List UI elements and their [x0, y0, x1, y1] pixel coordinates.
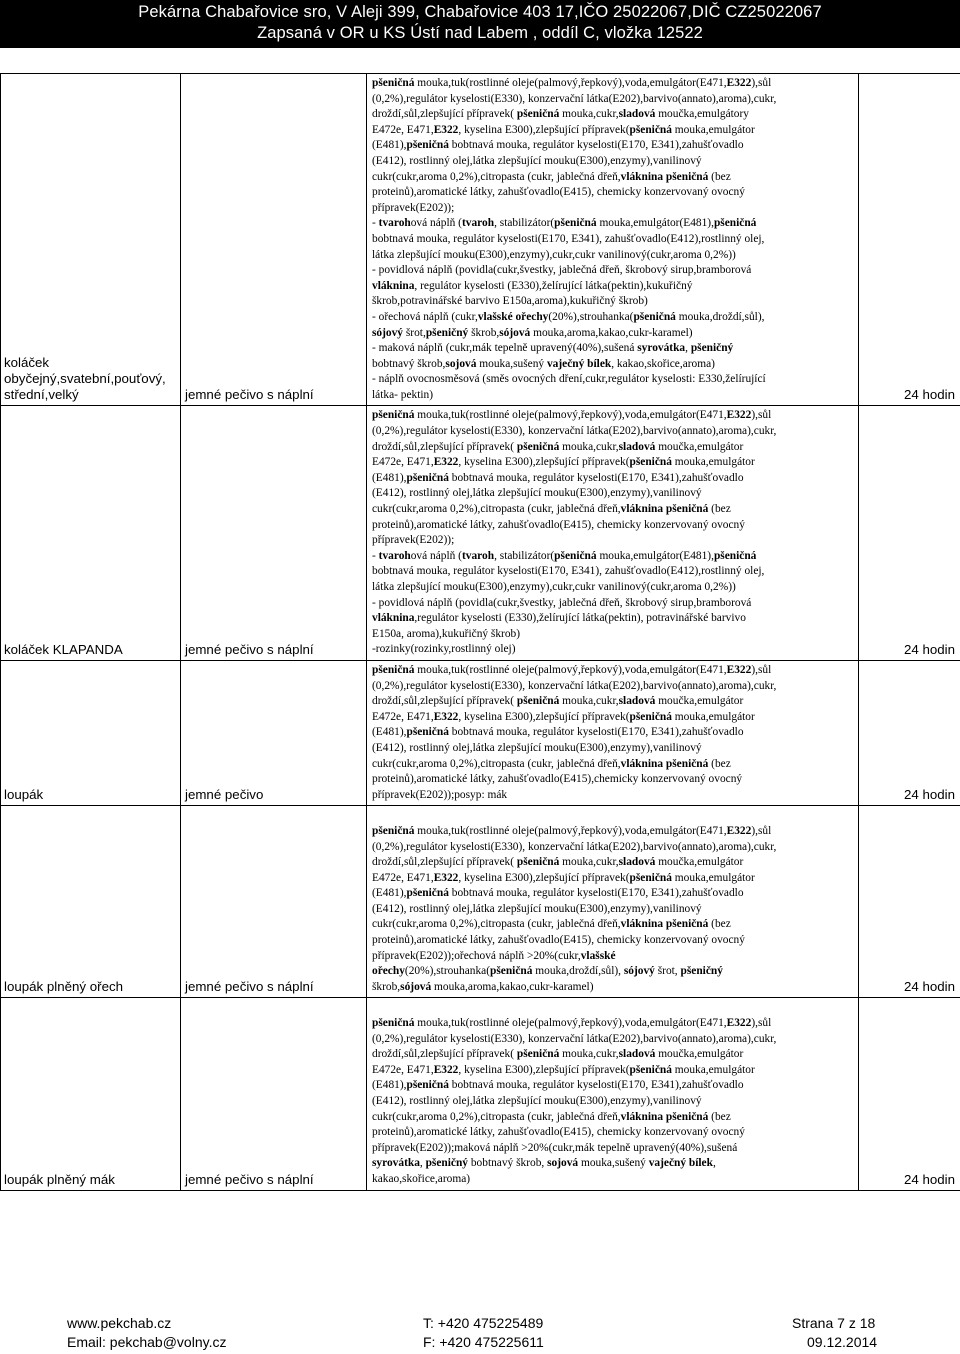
company-header-line1: Pekárna Chabařovice sro, V Aleji 399, Chabařovice 403 17,IČO 25022067,DIČ CZ25022067: [138, 3, 822, 21]
composition-line: vláknina,regulátor kyselosti (E330),želírující látka(pektin), potravinářské barvivo: [372, 612, 746, 625]
company-header: [0, 0, 960, 48]
footer-email: Email: pekchab@volny.cz: [67, 1334, 227, 1350]
product-name: loupák plněný ořech: [1, 806, 181, 998]
footer-fax: F: +420 475225611: [423, 1334, 544, 1350]
composition-line: cukr(cukr,aroma 0,2%),citropasta (cukr, jablečná dřeň,vláknina pšeničná (bez: [372, 918, 731, 931]
composition-line: - ořechová náplň (cukr,vlašské ořechy(20%),strouhanka(pšeničná mouka,droždí,sůl),: [372, 310, 765, 323]
composition-line: E472e, E471,E322, kyselina E300),zlepšující přípravek(pšeničná mouka,emulgátor: [372, 123, 755, 136]
composition-line: (E481),pšeničná bobtnavá mouka, regulátor kyselosti(E170, E341),zahušťovadlo: [372, 887, 744, 900]
product-composition: [367, 806, 859, 998]
composition-line: látka zlepšující mouku(E300),enzymy),cukr,cukr vanilinový(cukr,aroma 0,2%)): [372, 581, 736, 593]
composition-line: E472e, E471,E322, kyselina E300),zlepšující přípravek(pšeničná mouka,emulgátor: [372, 456, 755, 469]
composition-line: droždí,sůl,zlepšující přípravek( pšeničná mouka,cukr,sladová moučka,emulgátor: [372, 695, 744, 708]
shelf-life: 24 hodin: [859, 74, 960, 406]
composition-line: pšeničná mouka,tuk(rostlinné oleje(palmový,řepkový),voda,emulgátor(E471,E322),sůl: [372, 409, 772, 422]
product-row: [1, 998, 960, 1190]
composition-line: (E412), rostlinný olej,látka zlepšující mouku(E300),enzymy),vanilinový: [372, 902, 702, 915]
composition-line: proteinů),aromatické látky, zahušťovadlo(E415), chemicky konzervovaný ovocný: [372, 186, 745, 199]
composition-line: - povidlová náplň (povidla(cukr,švestky, jablečná dřeň, škrobový sirup,bramborová: [372, 596, 752, 609]
products-table: [0, 73, 960, 1191]
composition-line: cukr(cukr,aroma 0,2%),citropasta (cukr, jablečná dřeň,vláknina pšeničná (bez: [372, 757, 731, 770]
composition-line: látka- pektin): [372, 388, 434, 401]
composition-line: pšeničná mouka,tuk(rostlinné oleje(palmový,řepkový),voda,emulgátor(E471,E322),sůl: [372, 1017, 772, 1030]
composition-line: (0,2%),regulátor kyselosti(E330), konzervační látka(E202),barvivo(annato),aroma),cukr,: [372, 92, 777, 105]
composition-line: (0,2%),regulátor kyselosti(E330), konzervační látka(E202),barvivo(annato),aroma),cukr,: [372, 1032, 777, 1045]
composition-line: - povidlová náplň (povidla(cukr,švestky, jablečná dřeň, škrobový sirup,bramborová: [372, 264, 752, 277]
composition-line: (E481),pšeničná bobtnavá mouka, regulátor kyselosti(E170, E341),zahušťovadlo: [372, 471, 744, 484]
composition-line: (E412), rostlinný olej,látka zlepšující mouku(E300),enzymy),vanilinový: [372, 1095, 702, 1107]
composition-line: E472e, E471,E322, kyselina E300),zlepšující přípravek(pšeničná mouka,emulgátor: [372, 871, 755, 884]
composition-line: - maková náplň (cukr,mák tepelně upravený(40%),sušená syrovátka, pšeničný: [372, 342, 734, 355]
composition-line: E150a, aroma),kukuřičný škrob): [372, 627, 521, 640]
composition-line: [372, 1000, 855, 1016]
composition-line: syrovátka, pšeničný bobtnavý škrob, sojová mouka,sušený vaječný bílek,: [372, 1157, 716, 1170]
composition-line: bobtnavá mouka, regulátor kyselosti(E170, E341), zahušťovadlo(E412),rostlinný olej,: [372, 565, 765, 578]
composition-line: přípravek(E202));ořechová náplň >20%(cukr,vlašské: [372, 949, 616, 962]
composition-line: droždí,sůl,zlepšující přípravek( pšeničná mouka,cukr,sladová moučka,emulgátor: [372, 856, 744, 869]
footer-date: 09.12.2014: [807, 1334, 878, 1350]
composition-line: pšeničná mouka,tuk(rostlinné oleje(palmový,řepkový),voda,emulgátor(E471,E322),sůl: [372, 824, 772, 837]
product-name: loupák plněný mák: [1, 998, 181, 1190]
shelf-life: 24 hodin: [859, 406, 960, 661]
composition-line: škrob,potravinářské barvivo E150a,aroma),kukuřičný škrob): [372, 295, 648, 308]
composition-line: (0,2%),regulátor kyselosti(E330), konzervační látka(E202),barvivo(annato),aroma),cukr,: [372, 679, 777, 692]
company-header-line2: Zapsaná v OR u KS Ústí nad Labem , oddíl C, vložka 12522: [257, 24, 703, 42]
composition-line: přípravek(E202));posyp: mák: [372, 788, 508, 801]
composition-line: (0,2%),regulátor kyselosti(E330), konzervační látka(E202),barvivo(annato),aroma),cukr,: [372, 840, 777, 853]
composition-line: proteinů),aromatické látky, zahušťovadlo(E415),chemicky konzervovaný ovocný: [372, 773, 743, 786]
composition-line: cukr(cukr,aroma 0,2%),citropasta (cukr, jablečná dřeň,vláknina pšeničná (bez: [372, 1110, 731, 1123]
product-composition: [367, 406, 859, 661]
composition-line: kakao,skořice,aroma): [372, 1172, 471, 1185]
product-name: koláček obyčejný,svatební,pouťový, střední,velký: [1, 74, 181, 406]
composition-line: - tvarohová náplň (tvaroh, stabilizátor(pšeničná mouka,emulgátor(E481),pšeničná: [372, 549, 757, 562]
composition-line: (E481),pšeničná bobtnavá mouka, regulátor kyselosti(E170, E341),zahušťovadlo: [372, 1079, 744, 1092]
composition-line: pšeničná mouka,tuk(rostlinné oleje(palmový,řepkový),voda,emulgátor(E471,E322),sůl: [372, 77, 772, 89]
composition-line: bobtnavý škrob,sojová mouka,sušený vaječný bílek, kakao,skořice,aroma): [372, 357, 715, 370]
product-name: koláček KLAPANDA: [1, 406, 181, 661]
composition-line: proteinů),aromatické látky, zahušťovadlo(E415), chemicky konzervovaný ovocný: [372, 934, 745, 947]
composition-line: pšeničná mouka,tuk(rostlinné oleje(palmový,řepkový),voda,emulgátor(E471,E322),sůl: [372, 663, 772, 676]
shelf-life: 24 hodin: [859, 660, 960, 805]
product-category: jemné pečivo s náplní: [181, 806, 367, 998]
product-composition: [367, 998, 859, 1190]
composition-line: proteinů),aromatické látky, zahušťovadlo(E415), chemicky konzervovaný ovocný: [372, 518, 745, 531]
product-row: [1, 806, 960, 998]
product-composition: [367, 660, 859, 805]
composition-line: ořechy(20%),strouhanka(pšeničná mouka,droždí,sůl), sójový šrot, pšeničný: [372, 965, 723, 978]
composition-line: -rozinky(rozinky,rostlinný olej): [372, 643, 516, 656]
footer-phone: T: +420 475225489: [423, 1315, 544, 1331]
composition-line: přípravek(E202));: [372, 201, 455, 214]
product-composition: [367, 74, 859, 406]
composition-line: E472e, E471,E322, kyselina E300),zlepšující přípravek(pšeničná mouka,emulgátor: [372, 1063, 755, 1076]
composition-line: droždí,sůl,zlepšující přípravek( pšeničná mouka,cukr,sladová moučka,emulgátor: [372, 440, 744, 453]
composition-line: (E481),pšeničná bobtnavá mouka, regulátor kyselosti(E170, E341),zahušťovadlo: [372, 139, 744, 152]
product-category: jemné pečivo s náplní: [181, 998, 367, 1190]
footer-page-number: Strana 7 z 18: [792, 1315, 876, 1331]
composition-line: [372, 808, 855, 824]
footer-web: www.pekchab.cz: [67, 1315, 172, 1331]
composition-line: cukr(cukr,aroma 0,2%),citropasta (cukr, jablečná dřeň,vláknina pšeničná (bez: [372, 503, 731, 516]
composition-line: přípravek(E202));maková náplň >20%(cukr,mák tepelně upravený(40%),sušená: [372, 1141, 738, 1154]
shelf-life: 24 hodin: [859, 998, 960, 1190]
composition-line: (E412), rostlinný olej,látka zlepšující mouku(E300),enzymy),vanilinový: [372, 154, 702, 167]
composition-line: cukr(cukr,aroma 0,2%),citropasta (cukr, jablečná dřeň,vláknina pšeničná (bez: [372, 170, 731, 183]
product-category: jemné pečivo s náplní: [181, 74, 367, 406]
composition-line: E472e, E471,E322, kyselina E300),zlepšující přípravek(pšeničná mouka,emulgátor: [372, 710, 755, 723]
composition-line: (E481),pšeničná bobtnavá mouka, regulátor kyselosti(E170, E341),zahušťovadlo: [372, 726, 744, 739]
composition-line: droždí,sůl,zlepšující přípravek( pšeničná mouka,cukr,sladová moučka,emulgátory: [372, 108, 749, 121]
composition-line: droždí,sůl,zlepšující přípravek( pšeničná mouka,cukr,sladová moučka,emulgátor: [372, 1048, 744, 1061]
product-row: [1, 74, 960, 406]
composition-line: proteinů),aromatické látky, zahušťovadlo(E415), chemicky konzervovaný ovocný: [372, 1126, 745, 1139]
composition-line: škrob,sójová mouka,aroma,kakao,cukr-karamel): [372, 980, 594, 993]
product-name: loupák: [1, 660, 181, 805]
composition-line: - tvarohová náplň (tvaroh, stabilizátor(pšeničná mouka,emulgátor(E481),pšeničná: [372, 217, 757, 230]
composition-line: sójový šrot,pšeničný škrob,sójová mouka,aroma,kakao,cukr-karamel): [372, 326, 693, 339]
composition-line: - náplň ovocnosměsová (směs ovocných dření,cukr,regulátor kyselosti: E330,želírující: [372, 373, 766, 386]
product-row: [1, 406, 960, 661]
composition-line: přípravek(E202));: [372, 534, 455, 547]
composition-line: látka zlepšující mouku(E300),enzymy),cukr,cukr vanilinový(cukr,aroma 0,2%)): [372, 248, 736, 261]
composition-line: (E412), rostlinný olej,látka zlepšující mouku(E300),enzymy),vanilinový: [372, 741, 702, 754]
product-category: jemné pečivo: [181, 660, 367, 805]
product-category: jemné pečivo s náplní: [181, 406, 367, 661]
composition-line: (E412), rostlinný olej,látka zlepšující mouku(E300),enzymy),vanilinový: [372, 487, 702, 500]
shelf-life: 24 hodin: [859, 806, 960, 998]
composition-line: bobtnavá mouka, regulátor kyselosti(E170, E341), zahušťovadlo(E412),rostlinný olej,: [372, 232, 765, 245]
product-row: [1, 660, 960, 805]
composition-line: (0,2%),regulátor kyselosti(E330), konzervační látka(E202),barvivo(annato),aroma),cukr,: [372, 425, 777, 438]
composition-line: vláknina, regulátor kyselosti (E330),želírující látka(pektin),kukuřičný: [372, 279, 693, 292]
